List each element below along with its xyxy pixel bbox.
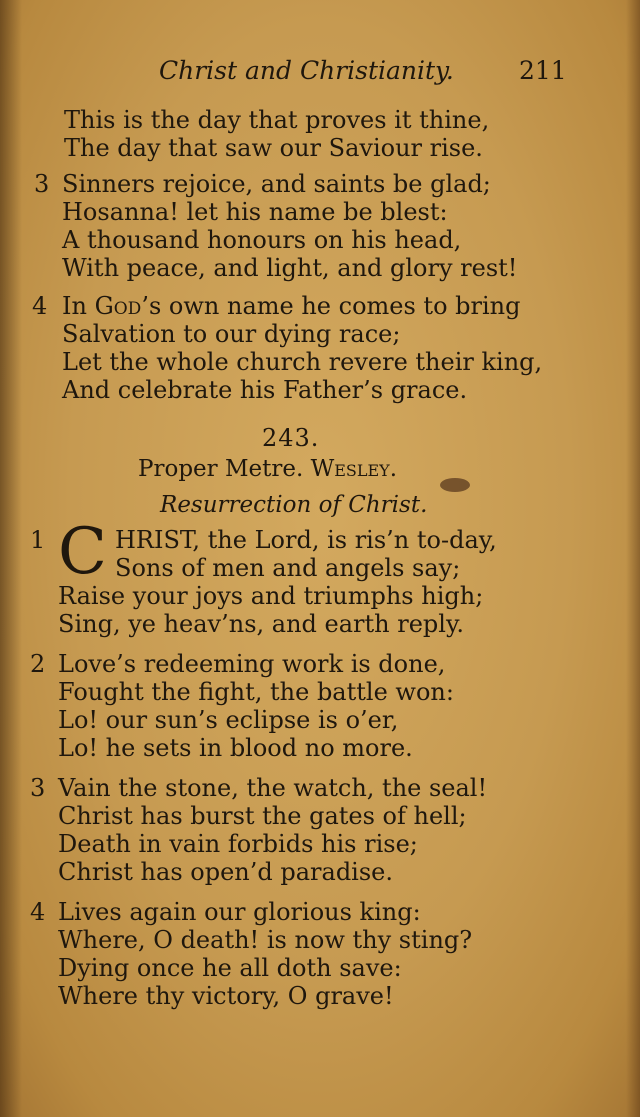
divine-name: God (94, 292, 142, 320)
verse-line: Lives again our glorious king: (58, 898, 421, 926)
metre-text: Proper Metre. (138, 456, 304, 482)
verse-number: 3 (30, 774, 46, 802)
verse-line: Where, O death! is now thy sting? (58, 926, 473, 954)
verse-line: Where thy victory, O grave! (58, 982, 394, 1010)
verse-number: 4 (32, 292, 48, 320)
verse-line: Sinners rejoice, and saints be glad; (62, 170, 491, 198)
verse-line: Love’s redeeming work is done, (58, 650, 446, 678)
verse-line: Dying once he all doth save: (58, 954, 402, 982)
verse-line: Lo! our sun’s eclipse is o’er, (58, 706, 399, 734)
page-edge-right (626, 0, 640, 1117)
verse-text: In (62, 292, 95, 320)
page-edge-left (0, 0, 22, 1117)
verse-line: Salvation to our dying race; (62, 320, 401, 348)
verse-line: With peace, and light, and glory rest! (62, 254, 518, 282)
verse-line: Christ has open’d paradise. (58, 858, 394, 886)
continued-line: This is the day that proves it thine, (64, 106, 490, 134)
verse-line: Lo! he sets in blood no more. (58, 734, 413, 762)
verse-number: 3 (34, 170, 50, 198)
hymn-author: Wesley. (310, 456, 398, 482)
verse-line: Sing, ye heav’ns, and earth reply. (58, 610, 464, 638)
hymn-metre (138, 456, 397, 482)
verse-line: Vain the stone, the watch, the seal! (58, 774, 488, 802)
verse-line: HRIST, the Lord, is ris’n to-day, (115, 526, 497, 554)
verse-line: Christ has burst the gates of hell; (58, 802, 467, 830)
verse-text: ’s own name he comes to bring (141, 292, 521, 320)
hymn-number: 243. (262, 424, 320, 452)
hymn-subject: Resurrection of Christ. (160, 492, 428, 518)
running-head-title: Christ and Christianity. (159, 56, 454, 85)
verse-number: 1 (30, 526, 46, 554)
verse-line (62, 292, 520, 320)
verse-line: And celebrate his Father’s grace. (62, 376, 468, 404)
verse-line: Raise your joys and triumphs high; (58, 582, 484, 610)
verse-line: A thousand honours on his head, (62, 226, 462, 254)
verse-line: Death in vain forbids his rise; (58, 830, 418, 858)
verse-line: Let the whole church revere their king, (62, 348, 543, 376)
ink-smudge (440, 478, 470, 492)
verse-number: 4 (30, 898, 46, 926)
verse-number: 2 (30, 650, 46, 678)
verse-line: Fought the fight, the battle won: (58, 678, 454, 706)
page-number: 211 (519, 56, 567, 85)
verse-line: Sons of men and angels say; (115, 554, 461, 582)
drop-cap: C (58, 515, 107, 589)
verse-line: Hosanna! let his name be blest: (62, 198, 448, 226)
continued-line: The day that saw our Saviour rise. (64, 134, 483, 162)
